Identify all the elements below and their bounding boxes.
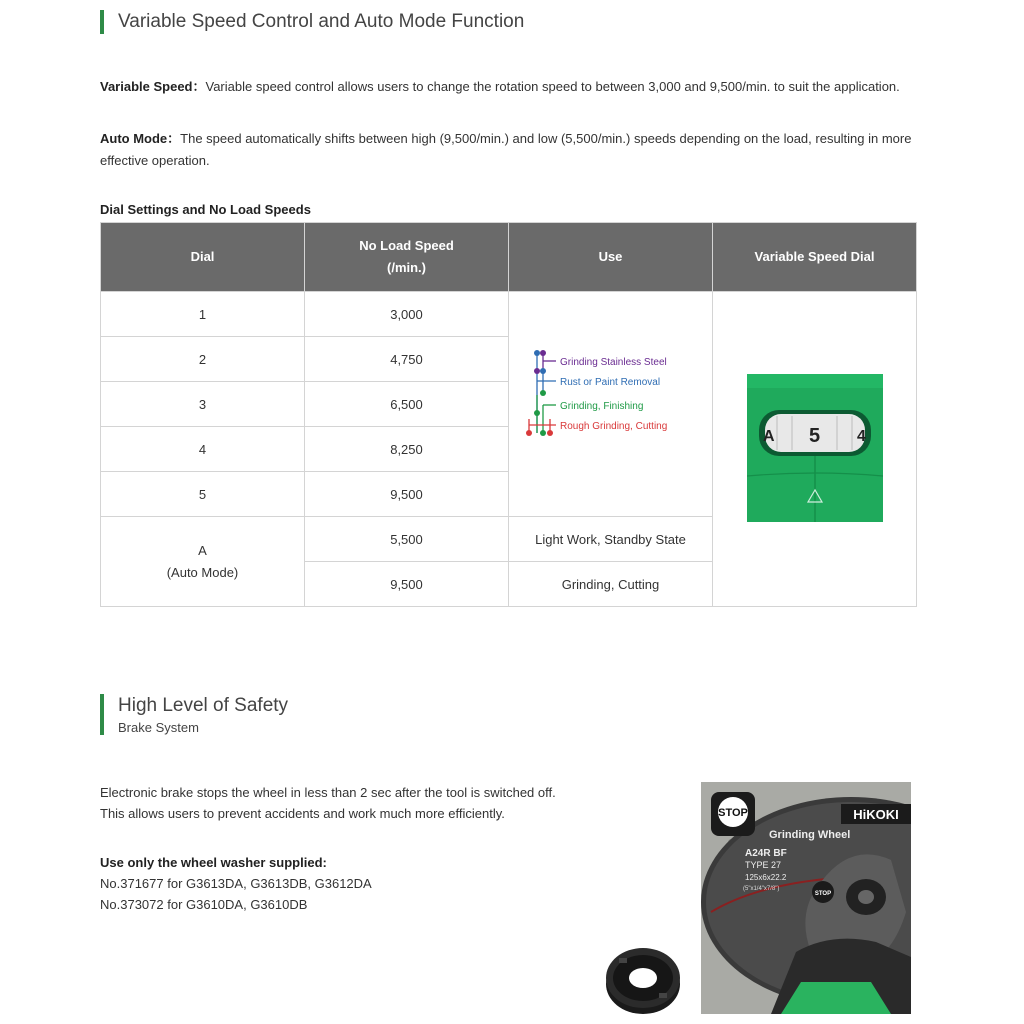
brake-description — [100, 782, 556, 915]
dial-cell: 1 — [101, 292, 305, 337]
variable-speed-text: Variable speed control allows users to change the rotation speed to between 3,000 and 9,500/min. to suit the application. — [205, 79, 900, 94]
dial-char-left: A — [762, 427, 775, 445]
table-row — [101, 292, 917, 337]
section-title-speed — [100, 10, 524, 34]
auto-mode-paragraph — [100, 128, 920, 172]
header-dial: Dial — [101, 223, 305, 292]
dial-cell: 4 — [101, 427, 305, 472]
washer-heading: Use only the wheel washer supplied: — [100, 855, 327, 870]
speed-cell: 5,500 — [305, 517, 509, 562]
speed-cell: 8,250 — [305, 427, 509, 472]
auto-mode-label: Auto Mode： — [100, 131, 181, 146]
dial-cell: 5 — [101, 472, 305, 517]
use-label-rust: Rust or Paint Removal — [559, 376, 660, 388]
section2-title: High Level of Safety — [118, 695, 289, 716]
brake-line2: This allows users to prevent accidents and work much more efficiently. — [100, 806, 505, 821]
dial-char-center: 5 — [808, 424, 820, 447]
variable-speed-paragraph — [100, 76, 920, 98]
auto-dial-line2: (Auto Mode) — [166, 564, 239, 580]
dial-cell: 2 — [101, 337, 305, 382]
use-diagram-cell — [509, 292, 713, 517]
dial-cell: 3 — [101, 382, 305, 427]
wheel-washer-image — [604, 944, 682, 1016]
speed-cell: 9,500 — [305, 472, 509, 517]
wheel-label: Grinding Wheel — [769, 829, 851, 841]
section2-subtitle: Brake System — [118, 720, 199, 735]
section1-title: Variable Speed Control and Auto Mode Function — [118, 11, 525, 32]
use-label-rough: Rough Grinding, Cutting — [559, 420, 667, 432]
brake-line1: Electronic brake stops the wheel in less than 2 sec after the tool is switched off. — [100, 785, 556, 800]
grinder-photo — [701, 782, 911, 1014]
auto-dial-cell — [101, 517, 305, 607]
use-cell: Light Work, Standby State — [509, 517, 713, 562]
variable-dial-cell — [713, 292, 917, 607]
header-variable-speed-dial: Variable Speed Dial — [713, 223, 917, 292]
header-use: Use — [509, 223, 713, 292]
washer-line1: No.371677 for G3613DA, G3613DB, G3612DA — [100, 876, 372, 891]
small-stop-text: STOP — [814, 891, 832, 897]
table-caption: Dial Settings and No Load Speeds — [100, 202, 311, 217]
washer-line2: No.373072 for G3610DA, G3610DB — [100, 897, 308, 912]
variable-dial-photo — [747, 374, 883, 522]
dial-char-right: 4 — [856, 427, 866, 445]
header-speed-line1: No Load Speed — [359, 238, 454, 253]
auto-dial-line1: A — [198, 542, 207, 558]
speed-cell: 9,500 — [305, 562, 509, 607]
wheel-type: TYPE 27 — [745, 860, 782, 870]
section-title-safety — [100, 694, 288, 735]
speed-cell: 3,000 — [305, 292, 509, 337]
dial-settings-table — [100, 222, 917, 607]
use-label-stainless: Grinding Stainless Steel — [559, 356, 667, 368]
use-cell: Grinding, Cutting — [509, 562, 713, 607]
header-no-load-speed — [305, 223, 509, 292]
wheel-code: A24R BF — [745, 848, 787, 859]
wheel-size: 125x6x22.2 — [745, 873, 787, 882]
stop-badge-text: STOP — [718, 807, 748, 819]
brand-text: HiKOKI — [853, 807, 899, 822]
use-label-finishing: Grinding, Finishing — [559, 400, 643, 412]
auto-mode-text: The speed automatically shifts between high (9,500/min.) and low (5,500/min.) speeds depending on the load, resulting in more effective operation. — [100, 131, 912, 168]
use-diagram — [526, 343, 696, 463]
variable-speed-label: Variable Speed： — [100, 79, 206, 94]
wheel-size-inch: (5"x1/4"x7/8") — [743, 886, 780, 892]
header-speed-line2: (/min.) — [387, 260, 426, 275]
speed-cell: 6,500 — [305, 382, 509, 427]
table-header-row — [101, 223, 917, 292]
speed-cell: 4,750 — [305, 337, 509, 382]
